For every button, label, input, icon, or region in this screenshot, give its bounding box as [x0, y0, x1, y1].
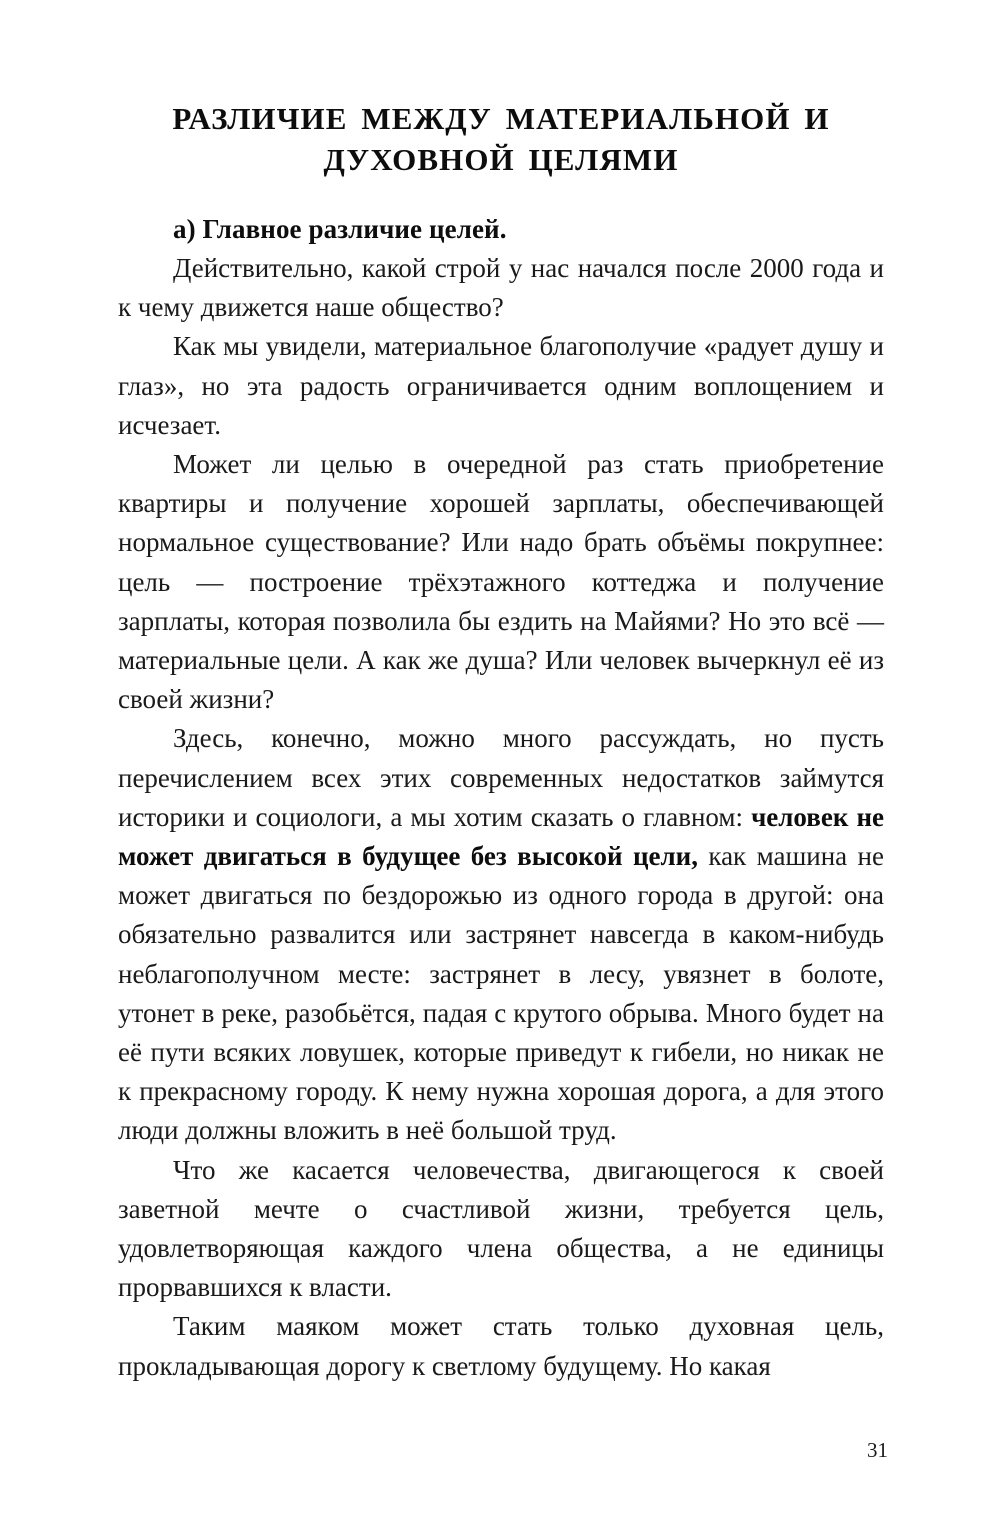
- chapter-title-line-2: ДУХОВНОЙ ЦЕЛЯМИ: [323, 142, 679, 177]
- chapter-title-line-1: РАЗЛИЧИЕ МЕЖДУ МАТЕРИАЛЬНОЙ И: [172, 101, 830, 136]
- paragraph-1: Действительно, какой строй у нас начался после 2000 года и к чему движется наше общество?: [118, 253, 884, 323]
- paragraph-3-text: Может ли целью в очередной раз стать приобретение квартиры и получение хорошей зарплаты, обеспечивающей нормальное существование? Или надо брать объёмы покрупнее: цель — построение трёхэтажного коттеджа и получение зарплаты, которая позволила бы ездить на Майями? Но это всё — материальные цели. А как же душа? Или человек вычеркнул её из своей жизни?: [118, 449, 884, 715]
- paragraph-4-tail-text: как машина не может двигаться по бездорожью из одного города в другой: она обязательно развалится или застрянет навсегда в каком-нибудь неблагополучном месте: застрянет в лесу, увязнет в болоте, утонет в реке, разобьётся, падая с крутого обрыва. Много будет на её пути всяких ловушек, которые приведут к гибели, но никак не к прекрасному городу. К нему нужна хорошая дорога, а для этого люди должны вложить в неё большой труд.: [118, 841, 884, 1146]
- paragraph-4-lead-text: Здесь, конечно, можно много рассуждать, но пусть перечислением всех этих современных недостатков займутся историки и социологи, а мы хотим сказать о главном:: [118, 723, 884, 832]
- page-content: [118, 98, 884, 1386]
- chapter-title: [118, 98, 884, 180]
- paragraph-5: Что же касается человечества, двигающегося к своей заветной мечте о счастливой жизни, требуется цель, удовлетворяющая каждого члена общества, а не единицы прорвавшихся к власти.: [118, 1154, 884, 1303]
- section-heading: а) Главное различие целей.: [173, 214, 507, 244]
- paragraph-4: [118, 719, 884, 1150]
- page-number: 31: [867, 1438, 888, 1462]
- paragraph-4-emphasis: человек не может двигаться в будущее без высокой цели,: [118, 801, 884, 872]
- paragraph-2: Как мы увидели, материальное благополучие «радует душу и глаз», но эта радость ограничивается одним воплощением и исчезает.: [118, 331, 884, 440]
- paragraph-6: Таким маяком может стать только духовная цель, прокладывающая дорогу к светлому будущему. Но какая: [118, 1311, 884, 1381]
- paragraph-3: [118, 445, 884, 719]
